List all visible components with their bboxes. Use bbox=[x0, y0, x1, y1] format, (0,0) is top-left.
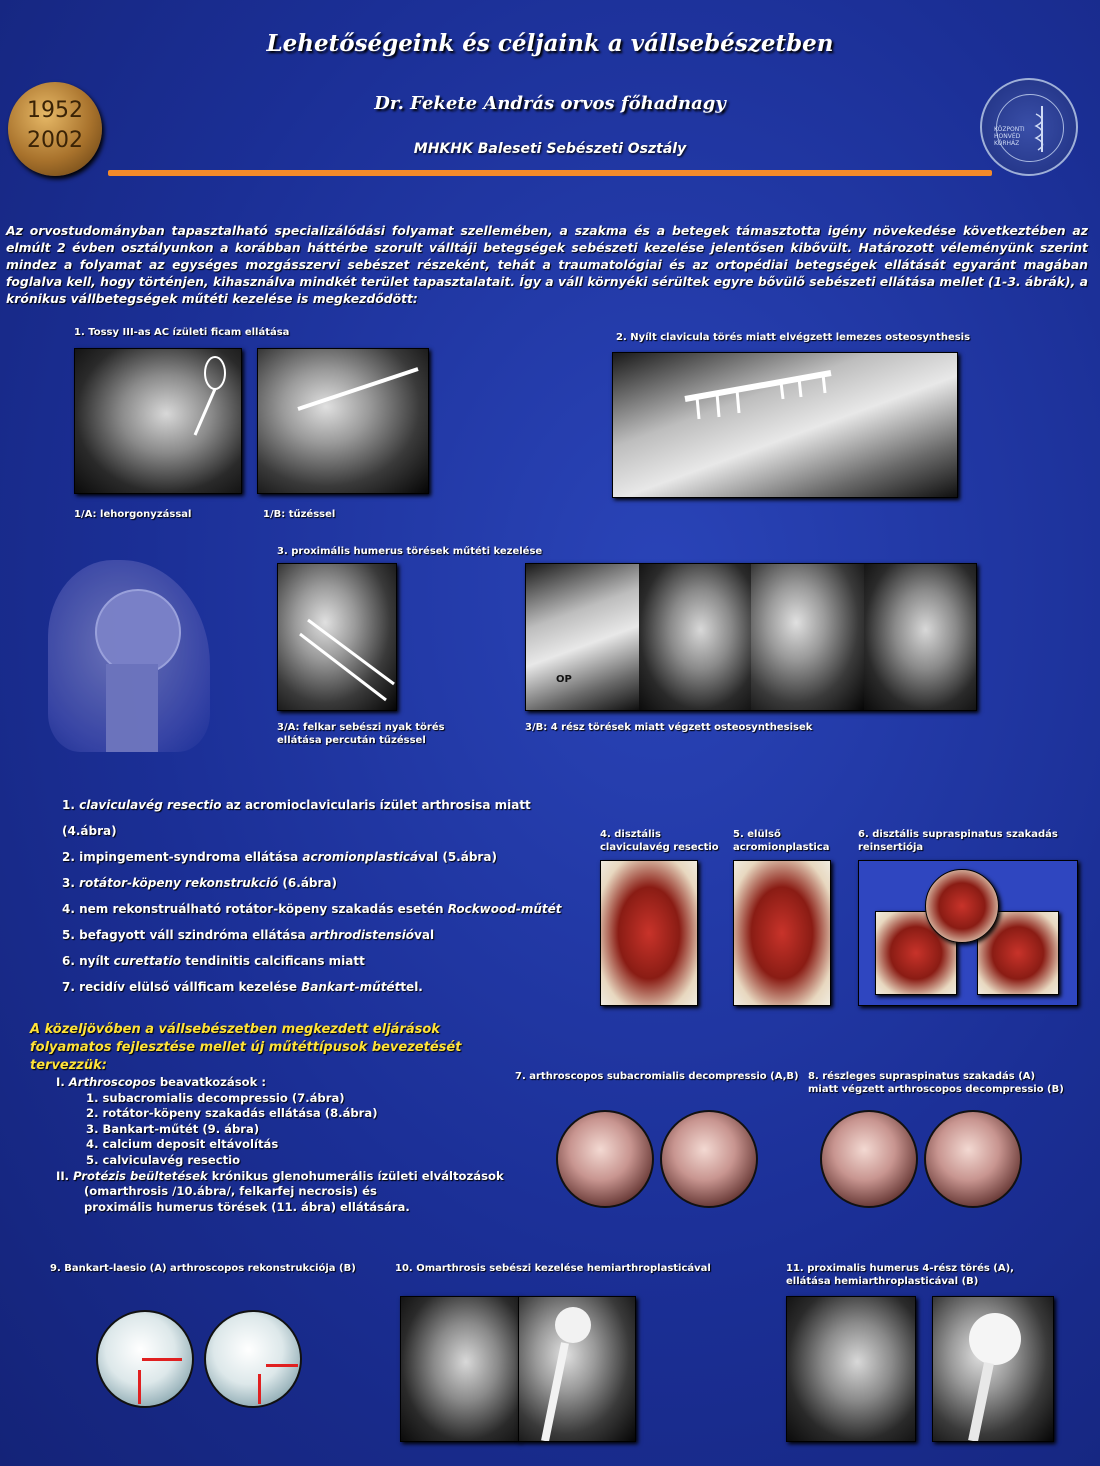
plan-section-2: II. Protézis beültetések krónikus glenohumerális ízületi elváltozások bbox=[56, 1168, 504, 1183]
fig11b-image bbox=[932, 1296, 1054, 1442]
fig8a-image bbox=[820, 1110, 918, 1208]
fig3a-caption: 3/A: felkar sebészi nyak törés ellátása percután tűzéssel bbox=[277, 722, 445, 746]
arrow-left-icon bbox=[266, 1364, 298, 1367]
procedure-item: 4. nem rekonstruálható rotátor-köpeny szakadás esetén Rockwood-műtét bbox=[62, 902, 562, 916]
percutaneous-pins-icon bbox=[278, 564, 396, 710]
humeral-head-icon bbox=[48, 560, 210, 752]
fig11a-image bbox=[786, 1296, 916, 1442]
badge-year-end: 2002 bbox=[27, 128, 83, 153]
fig9-caption: 9. Bankart-laesio (A) arthroscopos rekonstrukciója (B) bbox=[50, 1263, 356, 1274]
fig3a-image bbox=[277, 563, 397, 711]
fig10-caption: 10. Omarthrosis sebészi kezelése hemiarthroplasticával bbox=[395, 1263, 711, 1274]
hemiarthroplasty-implant-icon bbox=[933, 1297, 1053, 1441]
procedure-item: 3. rotátor-köpeny rekonstrukció (6.ábra) bbox=[62, 876, 338, 890]
caduceus-icon bbox=[1032, 104, 1052, 154]
procedure-item: 7. recidív elülső vállficam kezelése Bankart-műtéttel. bbox=[62, 980, 423, 994]
hospital-seal bbox=[980, 78, 1078, 176]
future-plans-heading: A közeljövőben a vállsebészetben megkezdett eljárások folyamatos fejlesztése mellet új műtéttípusok bevezetését tervezzük: bbox=[30, 1022, 462, 1073]
plan-item: 2. rotátor-köpeny szakadás ellátása (8.ábra) bbox=[86, 1106, 378, 1121]
fig1a-image bbox=[74, 348, 242, 494]
k-wire-icon bbox=[258, 349, 428, 493]
fig7a-image bbox=[556, 1110, 654, 1208]
fig3b-image-2 bbox=[639, 564, 752, 710]
fig2-image bbox=[612, 352, 958, 498]
fig7b-image bbox=[660, 1110, 758, 1208]
fig1-title: 1. Tossy III-as AC ízületi ficam ellátása bbox=[74, 327, 290, 338]
arrow-up-icon bbox=[258, 1374, 261, 1404]
fig2-title: 2. Nyílt clavicula törés miatt elvégzett lemezes osteosynthesis bbox=[616, 332, 971, 343]
poster-title: Lehetőségeink és céljaink a vállsebészetben bbox=[266, 30, 834, 57]
procedure-item: 5. befagyott váll szindróma ellátása arthrodistensióval bbox=[62, 928, 435, 942]
bone-plate-icon bbox=[613, 353, 957, 497]
fig3-title: 3. proximális humerus törések műtéti kezelése bbox=[277, 546, 543, 557]
future-plans-list bbox=[56, 1075, 516, 1215]
anniversary-badge bbox=[8, 82, 102, 176]
fig4-caption: 4. disztális claviculavég resectio bbox=[600, 829, 719, 853]
fig6-image bbox=[858, 860, 1078, 1006]
shoulder-anatomy-illustration bbox=[48, 560, 210, 752]
procedure-item: 1. claviculavég resectio az acromioclavicularis ízület arthrosisa miatt (4.ábra) bbox=[62, 798, 531, 838]
poster-author: Dr. Fekete András orvos főhadnagy bbox=[374, 93, 726, 114]
procedure-item: 2. impingement-syndroma ellátása acromionplasticával (5.ábra) bbox=[62, 850, 497, 864]
fig6-image-detail bbox=[925, 869, 999, 943]
fig3b-caption: 3/B: 4 rész törések miatt végzett osteosynthesisek bbox=[525, 722, 813, 733]
badge-year-start: 1952 bbox=[27, 98, 83, 123]
fig10b-image bbox=[518, 1296, 636, 1442]
fig9a-image bbox=[96, 1310, 194, 1408]
intro-paragraph: Az orvostudományban tapasztalható specializálódási folyamat szellemében, a szakma és a betegek támasztotta igény növekedése következtében az elmúlt 2 évben osztályunkon a korábban háttérbe szorult válltáji betegségek sebészeti kezelése jelentősen kibővült. Határozott véleményünk szerint mindez a folyamat az egységes mozgásszervi sebészet részeként, tehát a traumatológiai és az ortopédiai betegségek ellátását egyaránt magában foglalva kell, hogy történjen, kihasználva mindkét terület tapasztalatait. Így a váll környéki sérültek egyre bővülő sebészeti ellátása mellet (1-3. ábrák), a krónikus vállbetegségek műtéti kezelése is megkezdődött: bbox=[6, 223, 1088, 306]
fig4-image bbox=[600, 860, 698, 1006]
plan-item: 5. calviculavég resectio bbox=[86, 1152, 241, 1167]
poster-department: MHKHK Baleseti Sebészeti Osztály bbox=[413, 141, 687, 157]
fig1b-caption: 1/B: tűzéssel bbox=[263, 509, 336, 520]
plan-section-2-line2: (omarthrosis /10.ábra/, felkarfej necrosis) és bbox=[84, 1184, 377, 1199]
fig8b-image bbox=[924, 1110, 1022, 1208]
fig10a-image bbox=[400, 1296, 520, 1442]
seal-text: KÖZPONTI HONVÉD KÓRHÁZ bbox=[994, 126, 1025, 147]
fig9b-image bbox=[204, 1310, 302, 1408]
fig1b-image bbox=[257, 348, 429, 494]
fig3b-image-1 bbox=[526, 564, 639, 710]
fig6-caption: 6. disztális supraspinatus szakadás reinsertiója bbox=[858, 829, 1058, 853]
procedures-list bbox=[62, 792, 582, 1000]
fig8-caption: 8. részleges supraspinatus szakadás (A) miatt végzett arthroscopos decompressio (B) bbox=[808, 1071, 1064, 1095]
plan-item: 4. calcium deposit eltávolítás bbox=[86, 1137, 279, 1152]
fig1a-caption: 1/A: lehorgonyzással bbox=[74, 509, 192, 520]
plan-item: 1. subacromialis decompressio (7.ábra) bbox=[86, 1090, 345, 1105]
suture-anchor-icon bbox=[75, 349, 241, 493]
plan-section-1: I. Arthroscopos beavatkozások : bbox=[56, 1075, 266, 1089]
arrow-left-icon bbox=[142, 1358, 182, 1361]
hemiarthroplasty-implant-icon bbox=[519, 1297, 635, 1441]
plate-marker-label: OP bbox=[556, 674, 572, 685]
fig3b-image-4 bbox=[864, 564, 977, 710]
fig5-caption: 5. elülső acromionplastica bbox=[733, 829, 830, 853]
procedure-item: 6. nyílt curettatio tendinitis calcificans miatt bbox=[62, 954, 365, 968]
plan-section-2-line3: proximális humerus törések (11. ábra) ellátására. bbox=[84, 1199, 410, 1214]
fig3b-image-strip bbox=[525, 563, 977, 711]
fig3b-image-3 bbox=[751, 564, 864, 710]
fig7-caption: 7. arthroscopos subacromialis decompressio (A,B) bbox=[515, 1071, 799, 1082]
arrow-up-icon bbox=[138, 1370, 141, 1404]
fig5-image bbox=[733, 860, 831, 1006]
plan-item: 3. Bankart-műtét (9. ábra) bbox=[86, 1121, 260, 1136]
fig11-caption: 11. proximalis humerus 4-rész törés (A), ellátása hemiarthroplasticával (B) bbox=[786, 1263, 1014, 1287]
header-divider bbox=[108, 170, 992, 176]
